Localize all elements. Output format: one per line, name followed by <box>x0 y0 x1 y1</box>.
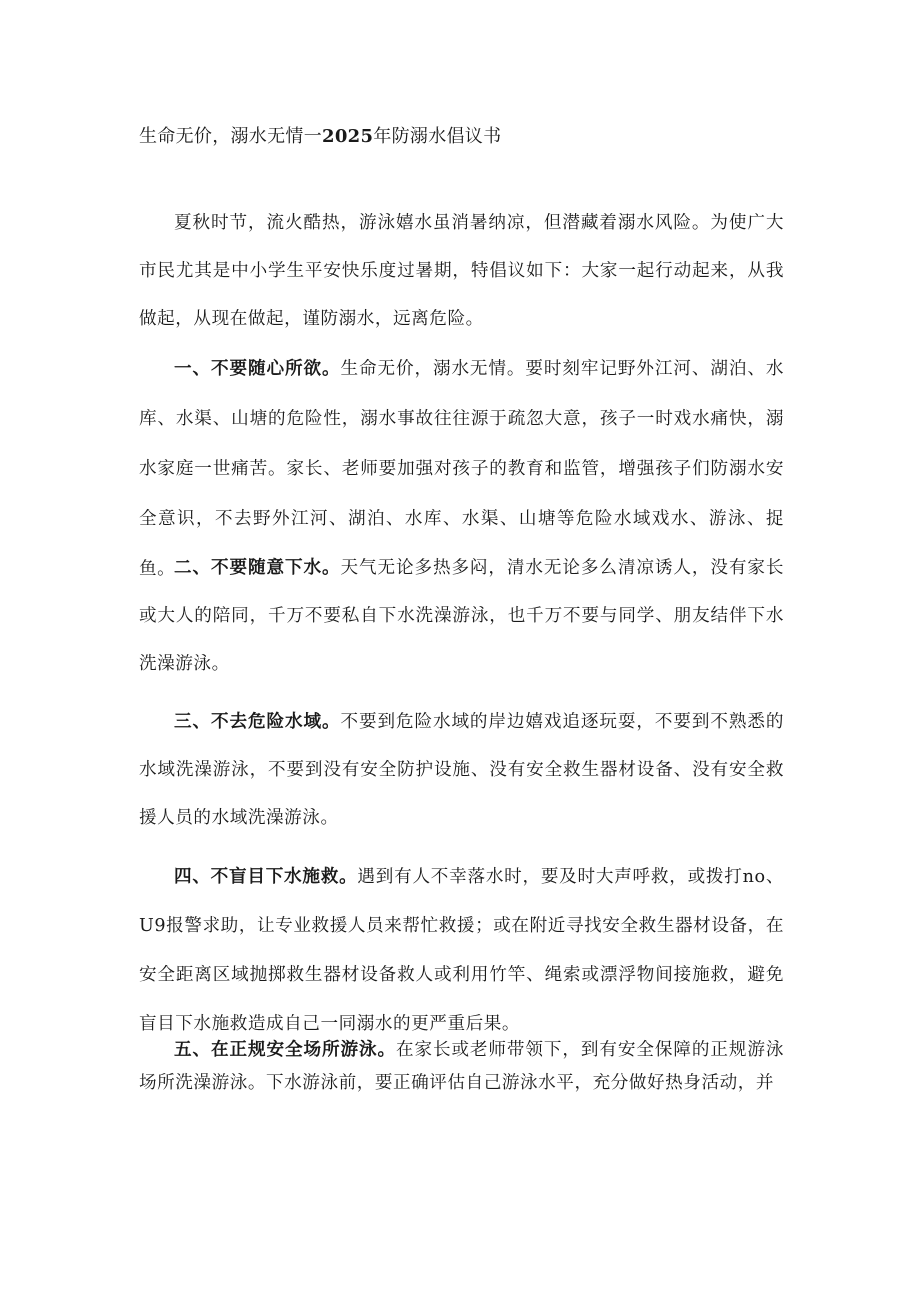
section-3-text: 不要到危险水域的岸边嬉戏追逐玩耍，不要到不熟悉的水域洗澡游泳，不要到没有安全防护设施、没有安全救生器材设备、没有安全救援人员的水域洗澡游泳。 <box>139 712 785 828</box>
section-1-heading: 一、不要随心所欲。 <box>174 358 341 379</box>
section-1-text: 生命无价，溺水无情。要时刻牢记野外江河、湖泊、水库、水渠、山塘的危险性，溺水事故往往源于疏忽大意，孩子一时戏水痛快，溺水家庭一世痛苦。家长、老师要加强对孩子的教育和监管，增强孩子们防溺水安全意识，不去野外江河、湖泊、水库、水渠、山塘等危险水域戏水、游泳、捉鱼。 <box>139 359 785 579</box>
title-suffix: 年防溺水倡议书 <box>373 126 502 147</box>
section-4-text: 遇到有人不幸落水时，要及时大声呼救，或拨打no、U9报警求助，让专业救援人员来帮忙救援；或在附近寻找安全救生器材设备，在安全距离区域抛掷救生器材设备救人或利用竹竿、绳索或漂浮物间接施救，避免盲目下水施救造成自己一同溺水的更严重后果。 <box>139 867 784 1034</box>
title-prefix: 生命无价，溺水无情一 <box>139 126 322 147</box>
title-year: 2025 <box>322 126 374 147</box>
document-title <box>139 124 501 150</box>
intro-paragraph: 夏秋时节，流火酷热，游泳嬉水虽消暑纳凉，但潜藏着溺水风险。为使广大市民尤其是中小学生平安快乐度过暑期，特倡议如下：大家一起行动起来，从我做起，从现在做起，谨防溺水，远离危险。 <box>139 213 784 329</box>
section-2-heading: 二、不要随意下水。 <box>174 557 341 578</box>
section-2-text: 天气无论多热多闷，清水无论多么清凉诱人，没有家长或大人的陪同，千万不要私自下水洗澡游泳，也千万不要与同学、朋友结伴下水洗澡游泳。 <box>139 558 785 674</box>
section-3-paragraph <box>139 698 784 842</box>
section-3-heading: 三、不去危险水域。 <box>174 711 341 732</box>
section-4-heading: 四、不盲目下水施救。 <box>174 866 358 887</box>
section-5-heading: 五、在正规安全场所游泳。 <box>174 1039 396 1060</box>
section-2-paragraph <box>139 544 784 688</box>
section-5-text: 在家长或老师带领下，到有安全保障的正规游泳场所洗澡游泳。下水游泳前，要正确评估自己游泳水平，充分做好热身活动，并 <box>139 1040 784 1093</box>
section-4-paragraph <box>139 852 784 1049</box>
section-5-paragraph <box>139 1033 784 1100</box>
